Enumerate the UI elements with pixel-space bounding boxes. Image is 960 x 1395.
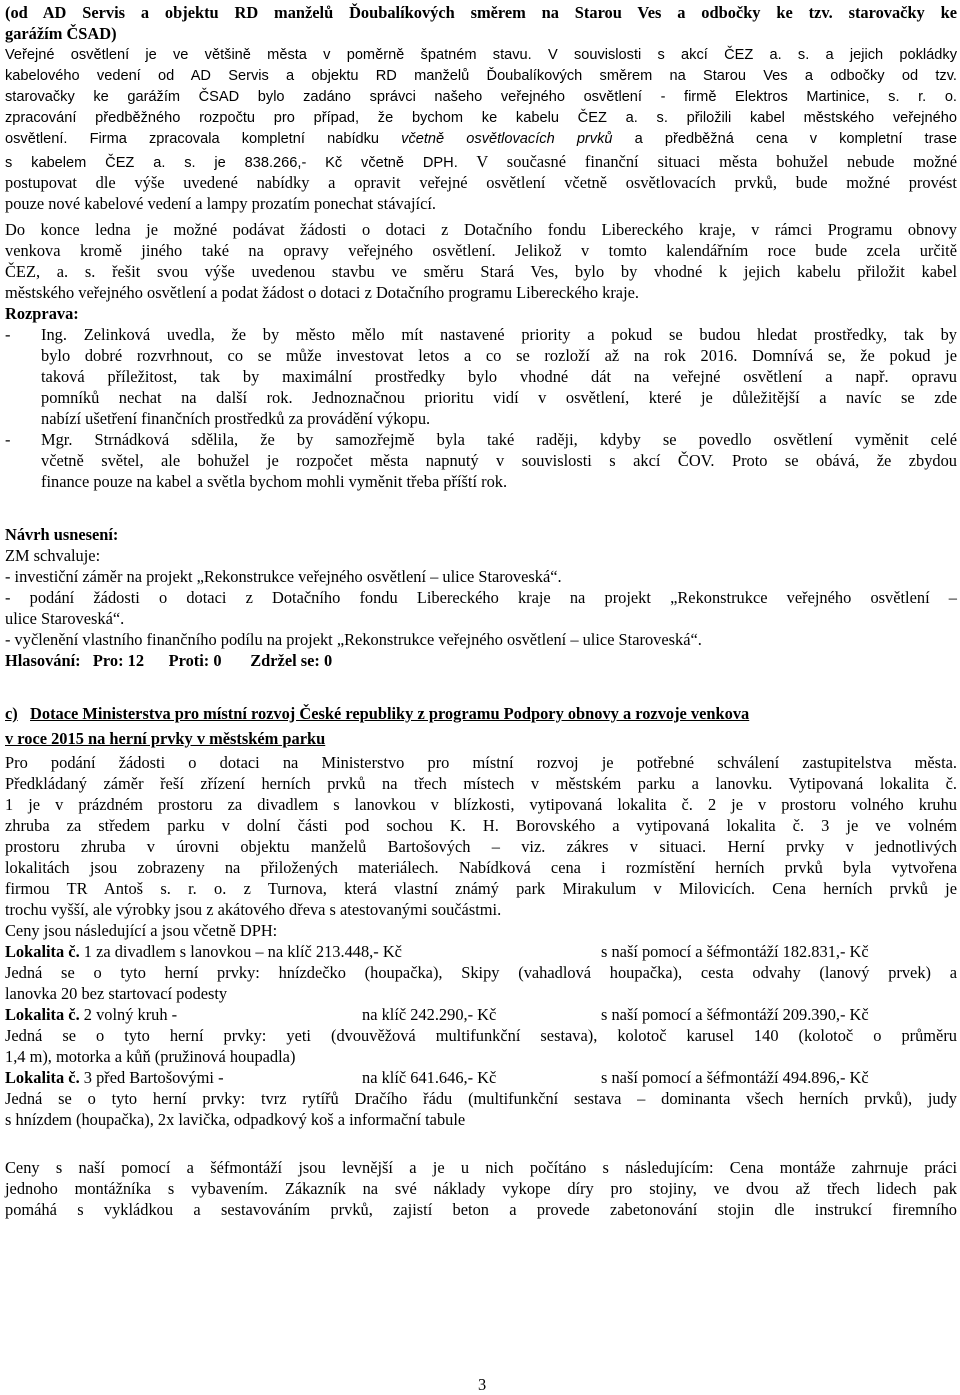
- locality-row: [5, 1067, 224, 1088]
- resolution-item: ulice Staroveská“.: [5, 609, 125, 628]
- paragraph-line: lokalitách jsou zobrazeny na přiložených materiálech. Nabídková cena i rozmístění herních prvků byla vytvořena: [5, 858, 957, 877]
- section-title-line: (od AD Servis a objektu RD manželů Ďoubalíkových směrem na Starou Ves a odbočky ke tzv. starovačky ke: [5, 3, 957, 22]
- paragraph-line: Do konce ledna je možné podávat žádosti o dotaci z Dotačního fondu Libereckého kraje, v rámci Programu obnovy: [5, 220, 957, 239]
- locality-description: 1,4 m), motorka a kůň (pružinová houpadla): [5, 1047, 296, 1066]
- paragraph-line: pouze nové kabelové vedení a lampy prozatím ponechat stávající.: [5, 194, 436, 213]
- page-number: 3: [478, 1375, 487, 1394]
- paragraph-line: Předkládaný záměr řeší zřízení herních prvků na třech místech v městském parku a lanovku. Vytipovaná lokalita č.: [5, 774, 957, 793]
- paragraph-line: [5, 151, 957, 174]
- text-run: osvětlení.: [5, 131, 68, 147]
- locality-description: Jedná se o tyto herní prvky: yeti (dvouvěžová multifunkční sestava), kolotoč karusel 140 (kolotoč o průměru: [5, 1026, 957, 1045]
- resolution-heading: Návrh usnesení:: [5, 525, 119, 544]
- locality-description: Jedná se o tyto herní prvky: tvrz rytířů Dračího řádu (multifunkční sestava – dominanta všech herních prvků), judy: [5, 1089, 957, 1108]
- list-item-line: pomníků nechat na další rok. Jednoznačnou prioritu vidí v osvětlení, které je důležitější a navíc se zde: [41, 388, 957, 407]
- resolution-item: - podání žádosti o dotaci z Dotačního fondu Libereckého kraje na projekt „Rekonstrukce veřejného osvětlení –: [5, 588, 957, 607]
- list-item-line: včetně světel, ale bohužel je rozpočet města napnutý v souvislosti s akcí ČOV. Proto se obává, že zbydou: [41, 451, 957, 470]
- locality-label: Lokalita č.: [5, 1068, 80, 1087]
- section-c-heading: [5, 703, 749, 724]
- section-title-line: garážím ČSAD): [5, 24, 117, 43]
- list-item-line: Mgr. Strnádková sdělila, že by samozřejmě byla také raději, kdyby se povedlo osvětlení vyměnit celé: [41, 430, 957, 449]
- locality-description: s hnízdem (houpačka), 2x lavička, odpadkový koš a informační tabule: [5, 1110, 466, 1129]
- text-run: V současné finanční situaci města bohužel nebude možné: [476, 152, 957, 171]
- paragraph-line: firmou TR Antoš s. r. o. z Turnova, která vlastní známý park Mirakulum v Milovicích. Cena herních prvků je: [5, 879, 957, 898]
- locality-description: lanovka 20 bez startovací podesty: [5, 984, 228, 1003]
- paragraph-line: prostoru zhruba v úrovni objektu manželů Bartošových – viz. zákres v situaci. Herní prvky v jednotlivých: [5, 837, 957, 856]
- paragraph-line: postupovat dle výše uvedené nabídky a opravit veřejné osvětlení včetně osvětlovacích prvků, bude možné provést: [5, 173, 957, 192]
- section-title: Dotace Ministerstva pro místní rozvoj České republiky z programu Podpory obnovy a rozvoje venkova: [30, 704, 750, 723]
- paragraph-line: 1 je v prázdném prostoru za divadlem s lanovkou v blízkosti, vytipovaná lokalita č. 2 je v prostoru volného kruhu: [5, 795, 957, 814]
- list-bullet: -: [5, 325, 11, 344]
- discussion-heading: Rozprava:: [5, 304, 79, 323]
- prices-intro: Ceny jsou následující a jsou včetně DPH:: [5, 921, 278, 940]
- locality-price-assisted: s naší pomocí a šéfmontáží 494.896,- Kč: [601, 1068, 869, 1087]
- locality-price-turnkey: na klíč 641.646,- Kč: [362, 1068, 497, 1087]
- locality-row: [5, 941, 402, 962]
- paragraph-line: zhruba za středem parku v dolní části pod sochou K. H. Borovského a vytipovaná lokalita č. 3 je ve volném: [5, 816, 957, 835]
- locality-description: Jedná se o tyto herní prvky: hnízdečko (houpačka), Skipy (vahadlová houpačka), cesta odvahy (lanový prvek) a: [5, 963, 957, 982]
- paragraph-line: venkova kromě jiného také na opravy veřejného osvětlení. Jelikož v tomto kalendářním roce bude zcela určitě: [5, 241, 957, 260]
- paragraph-line: ČEZ, a. s. řešit svou výše uvedenou stavbu ve směru Stará Ves, bylo by vhodné k jejich kabelu přiložit kabel: [5, 262, 957, 281]
- paragraph-line: pomáhá s vykládkou a sestavováním prvků, zajistí beton a provede zabetonování stojin dle instrukcí firemního: [5, 1200, 957, 1219]
- list-item-line: Ing. Zelinková uvedla, že by město mělo mít nastavené priority a pokud se budou hledat prostředky, tak by: [41, 325, 957, 344]
- paragraph-line: jednoho montážníka s vybavením. Zákazník na své náklady vykope díry pro stojiny, ve dvou až třech lidech pak: [5, 1179, 957, 1198]
- section-title: v roce 2015 na herní prvky v městském parku: [5, 729, 326, 748]
- section-letter: c): [5, 704, 18, 723]
- paragraph-line: Ceny s naší pomocí a šéfmontáží jsou levnější a je u nich počítáno s následujícím: Cena montáže zahrnuje práci: [5, 1158, 957, 1177]
- list-bullet: -: [5, 430, 11, 449]
- paragraph-line: Veřejné osvětlení je ve většině města v poměrně špatném stavu. V souvislosti s akcí ČEZ a. s. a jejich pokládky: [5, 47, 957, 63]
- resolution-subheading: ZM schvaluje:: [5, 546, 101, 565]
- resolution-item: - investiční záměr na projekt „Rekonstrukce veřejného osvětlení – ulice Staroveská“.: [5, 567, 562, 586]
- text-run: a předběžná cena v kompletní trase: [634, 131, 957, 147]
- list-item-line: nabízí ušetření finančních prostředků za provádění výkopu.: [41, 409, 431, 428]
- text-run: Firma zpracovala kompletní nabídku: [89, 131, 380, 147]
- locality-price-turnkey: na klíč 242.290,- Kč: [362, 1005, 497, 1024]
- paragraph-line: zpracování předběžného rozpočtu pro případ, že bychom ke kabelu ČEZ a. s. přiložili kabel městského veřejného: [5, 110, 957, 126]
- locality-price-assisted: s naší pomocí a šéfmontáží 182.831,- Kč: [601, 942, 869, 961]
- locality-price-assisted: s naší pomocí a šéfmontáží 209.390,- Kč: [601, 1005, 869, 1024]
- list-item-line: taková příležitost, tak by maximální prostředky bylo vhodné dát na veřejné osvětlení a např. opravu: [41, 367, 957, 386]
- locality-label: Lokalita č.: [5, 1005, 80, 1024]
- locality-price-turnkey: 1 za divadlem s lanovkou – na klíč 213.448,- Kč: [79, 942, 402, 961]
- paragraph-line: trochu vyšší, ale výrobky jsou z akátového dřeva s atestovanými součástmi.: [5, 900, 502, 919]
- list-item-line: bylo dobré rozvrhnout, co se může investovat letos a co se rozloží až na rok 2016. Domnívá se, že pokud je: [41, 346, 957, 365]
- resolution-item: - vyčlenění vlastního finančního podílu na projekt „Rekonstrukce veřejného osvětlení – ulice Staroveská“.: [5, 630, 702, 649]
- paragraph-line: městského veřejného osvětlení a podat žádost o dotaci z Dotačního programu Libereckého kraje.: [5, 283, 640, 302]
- paragraph-line: [5, 129, 957, 150]
- paragraph-line: kabelového vedení od AD Servis a objektu RD manželů Ďoubalíkových směrem na Starou Ves a odbočky od tzv.: [5, 68, 957, 84]
- locality-row: [5, 1004, 177, 1025]
- locality-name: 3 před Bartošovými -: [79, 1068, 224, 1087]
- text-run: s kabelem ČEZ a. s. je 838.266,- Kč včetně DPH.: [5, 155, 458, 171]
- vote-result: Hlasování: Pro: 12 Proti: 0 Zdržel se: 0: [5, 651, 333, 670]
- italic-text-run: včetně osvětlovacích prvků: [401, 131, 613, 147]
- list-item-line: finance pouze na kabel a světla bychom mohli vyměnit třeba příští rok.: [41, 472, 508, 491]
- paragraph-line: starovačky ke garážím ČSAD bylo zadáno správci našeho veřejného osvětlení - firmě Elektros Martinice, s. r. o.: [5, 89, 957, 105]
- locality-label: Lokalita č.: [5, 942, 80, 961]
- locality-name: 2 volný kruh -: [79, 1005, 178, 1024]
- paragraph-line: Pro podání žádosti o dotaci na Ministerstvo pro místní rozvoj je potřebné schválení zastupitelstva města.: [5, 753, 957, 772]
